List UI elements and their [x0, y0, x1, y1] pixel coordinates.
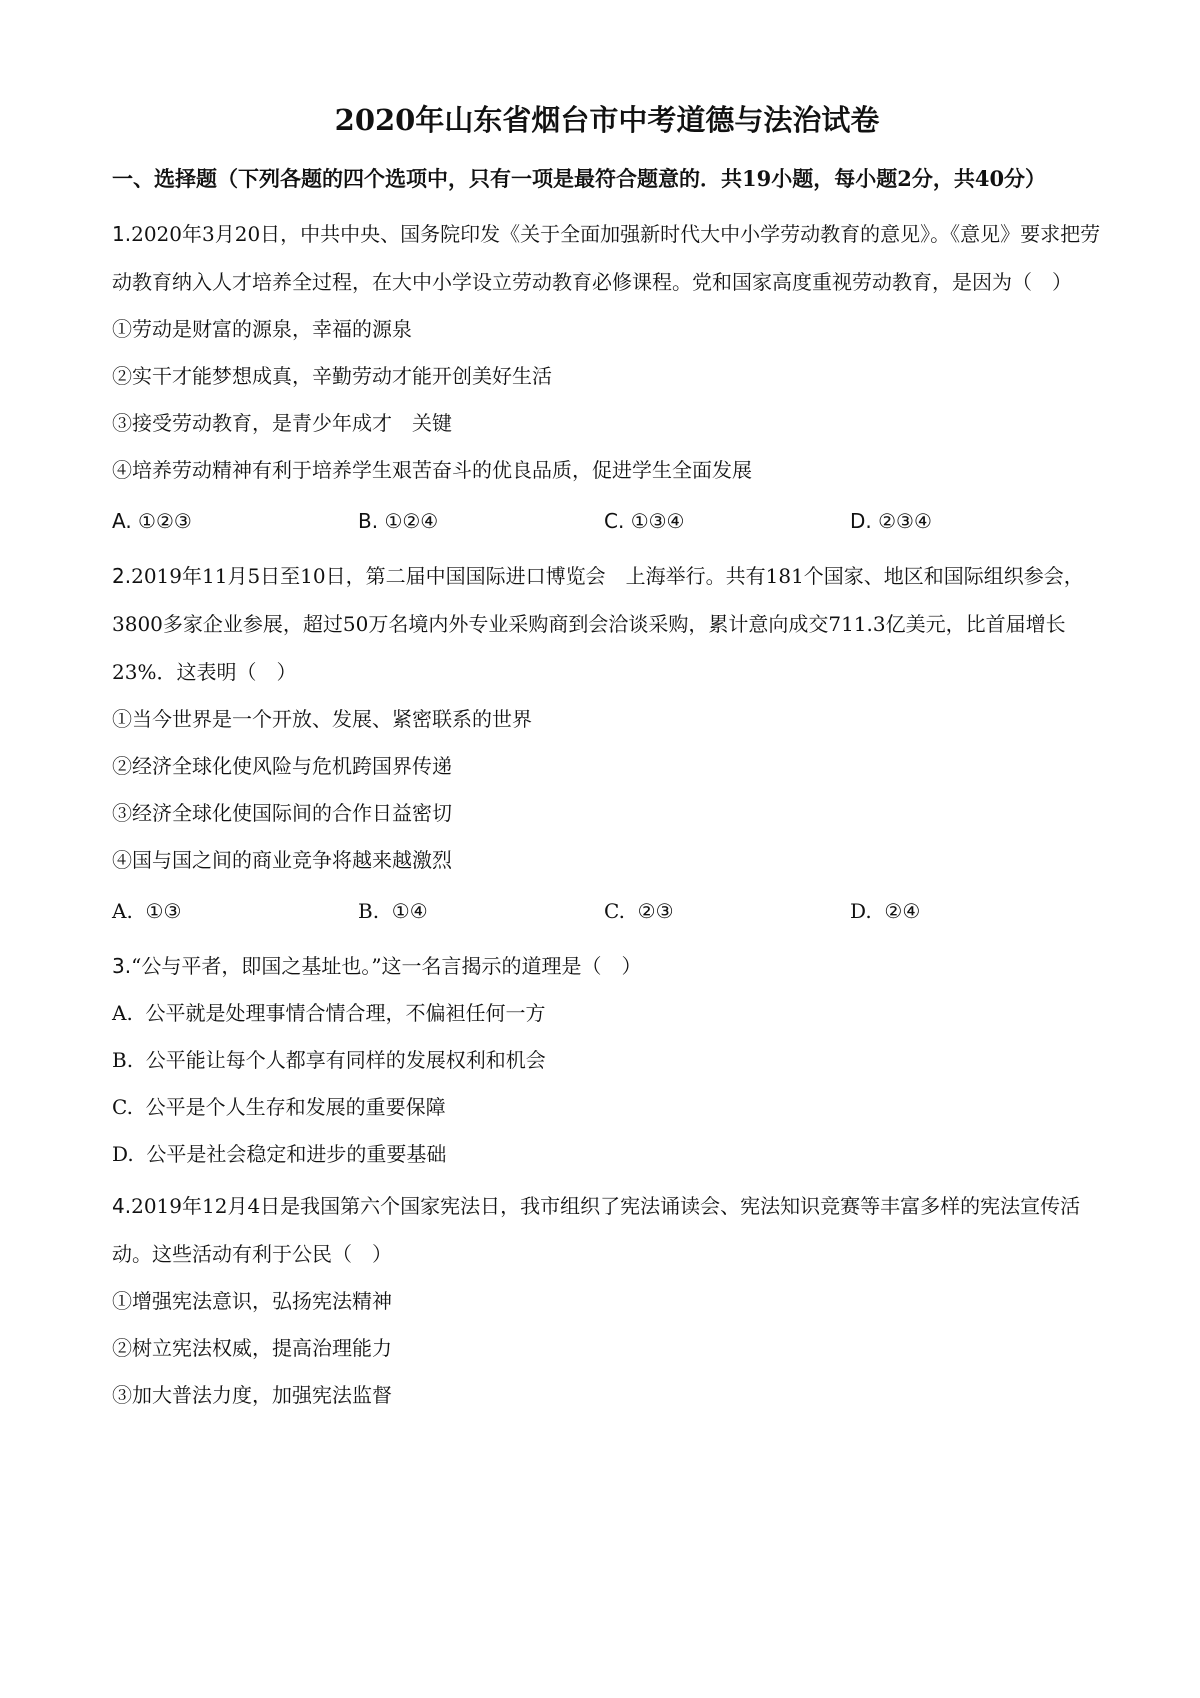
choice-c: [112, 1084, 1102, 1131]
question-stem: [112, 942, 1102, 990]
question-1: [112, 210, 1102, 548]
question-3: [112, 942, 1102, 1178]
choice-letter: D.: [112, 1142, 134, 1166]
choice-letter: A.: [112, 1001, 133, 1025]
question-number: 2.: [112, 564, 132, 588]
question-text: 2020年3月20日，中共中央、国务院印发《关于全面加强新时代大中小学劳动教育的意见》。《意见》要求把劳动教育纳入人才培养全过程，在大中小学设立劳动教育必修课程。党和国家高度重视劳动教育，是因为（ ）: [112, 222, 1101, 294]
choice-text: ①②④: [384, 509, 439, 533]
choice-c: [604, 494, 850, 548]
choice-text: 公平就是处理事情合情合理，不偏袒任何一方: [145, 1001, 546, 1025]
choice-text: ②③④: [878, 509, 932, 533]
choice-text: ①④: [391, 899, 428, 923]
choice-letter: A.: [112, 509, 132, 533]
statement-item: ③加大普法力度，加强宪法监督: [112, 1383, 392, 1407]
question-text: 2019年11月5日至10日，第二届中国国际进口博览会 上海举行。共有181个国家、地区和国际组织参会，3800多家企业参展，超过50万名境内外专业采购商到会洽谈采购，累计意向成交711.3亿美元，比首届增长23%．这表明（ ）: [112, 564, 1084, 684]
choice-text: ②④: [884, 899, 921, 923]
question-stem: [112, 210, 1102, 306]
choice-letter: C.: [604, 509, 625, 533]
choice-letter: D.: [850, 509, 872, 533]
section-heading: 一、选择题（下列各题的四个选项中，只有一项是最符合题意的．共19小题，每小题2分，共40分）: [112, 166, 1047, 191]
choice-letter: C.: [112, 1095, 133, 1119]
choice-c: [604, 884, 850, 938]
question-number: 3.: [112, 954, 132, 978]
choice-text: 公平能让每个人都享有同样的发展权利和机会: [145, 1048, 546, 1072]
statement-item: ①劳动是财富的源泉，幸福的源泉: [112, 317, 412, 341]
choice-d: [112, 1131, 1102, 1178]
statement-item: ②实干才能梦想成真，辛勤劳动才能开创美好生活: [112, 364, 552, 388]
choice-d: [850, 884, 1096, 938]
statement-item: ③接受劳动教育，是青少年成才 关键: [112, 411, 452, 435]
choice-text: 公平是社会稳定和进步的重要基础: [146, 1142, 447, 1166]
choice-letter: B.: [358, 899, 380, 923]
question-text: 2019年12月4日是我国第六个国家宪法日，我市组织了宪法诵读会、宪法知识竞赛等丰富多样的宪法宣传活动。这些活动有利于公民（ ）: [112, 1194, 1081, 1266]
question-number: 4.: [112, 1194, 132, 1218]
choice-letter: A.: [112, 899, 133, 923]
choice-text: 公平是个人生存和发展的重要保障: [145, 1095, 446, 1119]
statement-item: ④国与国之间的商业竞争将越来越激烈: [112, 848, 452, 872]
question-2: [112, 552, 1102, 938]
statement-item: ④培养劳动精神有利于培养学生艰苦奋斗的优良品质，促进学生全面发展: [112, 458, 752, 482]
choice-b: [112, 1037, 1102, 1084]
choice-text: ①③: [145, 899, 182, 923]
choice-text: ①②③: [138, 509, 192, 533]
page-title: 2020年山东省烟台市中考道德与法治试卷: [334, 103, 880, 137]
choice-d: [850, 494, 1096, 548]
choice-text: ①③④: [630, 509, 685, 533]
choice-letter: B.: [112, 1048, 134, 1072]
answer-choices: [112, 884, 1102, 938]
statement-item: ②经济全球化使风险与危机跨国界传递: [112, 754, 452, 778]
statement-item: ①增强宪法意识，弘扬宪法精神: [112, 1289, 392, 1313]
statement-item: ②树立宪法权威，提高治理能力: [112, 1336, 392, 1360]
choice-letter: B.: [358, 509, 379, 533]
question-stem: [112, 552, 1102, 696]
choice-b: [358, 494, 604, 548]
choice-letter: D.: [850, 899, 872, 923]
choice-letter: C.: [604, 899, 625, 923]
question-number: 1.: [112, 222, 132, 246]
choice-a: [112, 990, 1102, 1037]
statement-item: ①当今世界是一个开放、发展、紧密联系的世界: [112, 707, 532, 731]
question-text: “公与平者，即国之基址也。”这一名言揭示的道理是（ ）: [131, 954, 642, 978]
question-stem: [112, 1182, 1102, 1278]
choice-b: [358, 884, 604, 938]
question-4: [112, 1182, 1102, 1419]
choice-a: [112, 884, 358, 938]
statement-item: ③经济全球化使国际间的合作日益密切: [112, 801, 452, 825]
choice-text: ②③: [637, 899, 674, 923]
choice-a: [112, 494, 358, 548]
answer-choices: [112, 494, 1102, 548]
